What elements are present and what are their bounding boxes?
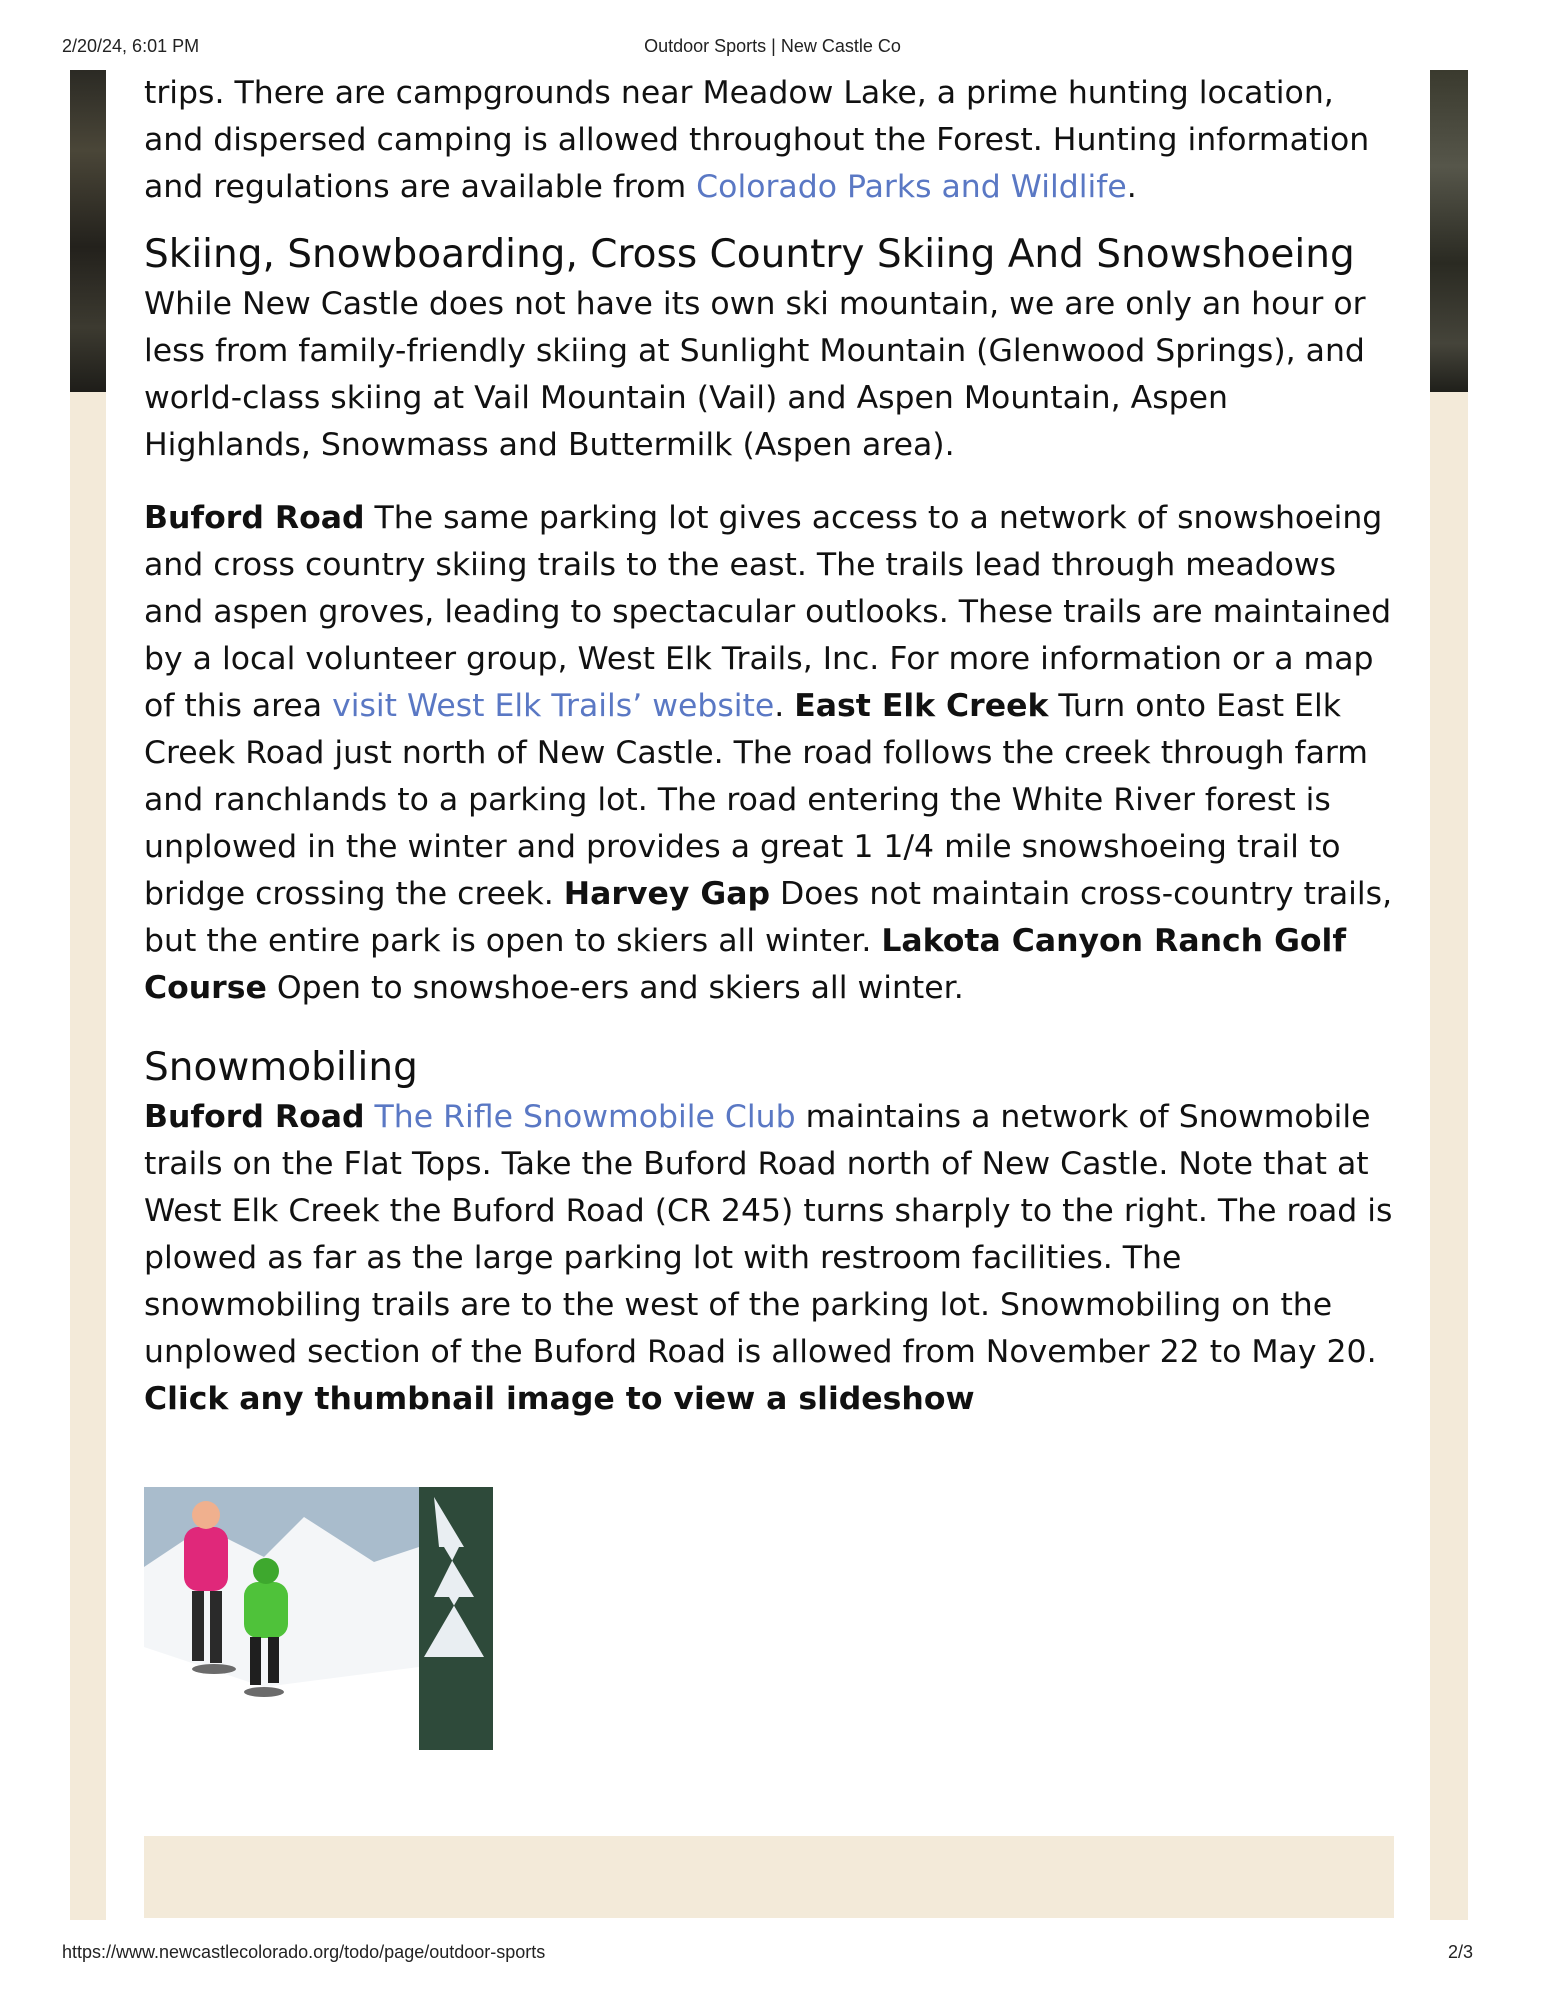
print-header (0, 36, 1545, 60)
snowshoe-thumbnail-image (144, 1487, 493, 1750)
left-banner-photo (70, 70, 106, 392)
print-page-number: 2/3 (1447, 1942, 1473, 1962)
rifle-snowmobile-club-link[interactable]: The Rifle Snowmobile Club (374, 1099, 796, 1135)
skiing-heading: Skiing, Snowboarding, Cross Country Skiing And Snowshoeing (144, 232, 1355, 277)
slideshow-instruction: Click any thumbnail image to view a slideshow (144, 1381, 975, 1417)
skiing-locations-paragraph: Buford Road The same parking lot gives access to a network of snowshoeing and cross country skiing trails to the east. The trails lead through meadows and aspen groves, leading to spectacular outlooks. These trails are maintained by a local volunteer group, West Elk Trails, Inc. For more information or a map of this area visit West Elk Trails’ website. East Elk Creek Turn onto East Elk Creek Road just north of New Castle. The road follows the creek through farm and ranchlands to a parking lot. The road entering the White River forest is unplowed in the winter and provides a great 1 1/4 mile snowshoeing trail to bridge crossing the creek. Harvey Gap Does not maintain cross-country trails, but the entire park is open to skiers all winter. Lakota Canyon Ranch Golf Course Open to snowshoe-ers and skiers all winter. (144, 500, 1393, 1006)
print-footer (0, 1942, 1545, 1966)
print-url: https://www.newcastlecolorado.org/todo/page/outdoor-sports (62, 1942, 546, 1962)
content-bottom-bar (144, 1836, 1394, 1918)
lakota-canyon-label: Lakota Canyon Ranch Golf Course (144, 923, 1347, 1006)
article-content (144, 70, 1394, 1423)
east-elk-creek-label: East Elk Creek (794, 688, 1049, 724)
print-page-title: Outdoor Sports | New Castle Co (644, 36, 901, 56)
right-banner-photo (1430, 70, 1468, 392)
hunting-paragraph-tail: trips. There are campgrounds near Meadow Lake, a prime hunting location, and dispersed camping is allowed throughout the Forest. Hunting information and regulations are available from Colorado Parks and Wildlife. (144, 75, 1370, 205)
snowmobile-buford-road-label: Buford Road (144, 1099, 365, 1135)
snowmobiling-paragraph: Buford Road The Rifle Snowmobile Club maintains a network of Snowmobile trails on the Flat Tops. Take the Buford Road north of New Castle. Note that at West Elk Creek the Buford Road (CR 245) turns sharply to the right. The road is plowed as far as the large parking lot with restroom facilities. The snowmobiling trails are to the west of the parking lot. Snowmobiling on the unplowed section of the Buford Road is allowed from November 22 to May 20. (144, 1099, 1393, 1370)
print-datetime: 2/20/24, 6:01 PM (62, 36, 200, 56)
snowshoe-thumbnail[interactable] (144, 1487, 493, 1750)
skiing-intro: While New Castle does not have its own ski mountain, we are only an hour or less from family-friendly skiing at Sunlight Mountain (Glenwood Springs), and world-class skiing at Vail Mountain (Vail) and Aspen Mountain, Aspen Highlands, Snowmass and Buttermilk (Aspen area). (144, 286, 1366, 463)
west-elk-trails-link[interactable]: visit West Elk Trails’ website (332, 688, 775, 724)
colorado-parks-wildlife-link[interactable]: Colorado Parks and Wildlife (696, 169, 1127, 205)
buford-road-label: Buford Road (144, 500, 365, 536)
snowmobiling-heading: Snowmobiling (144, 1045, 418, 1090)
harvey-gap-label: Harvey Gap (563, 876, 771, 912)
